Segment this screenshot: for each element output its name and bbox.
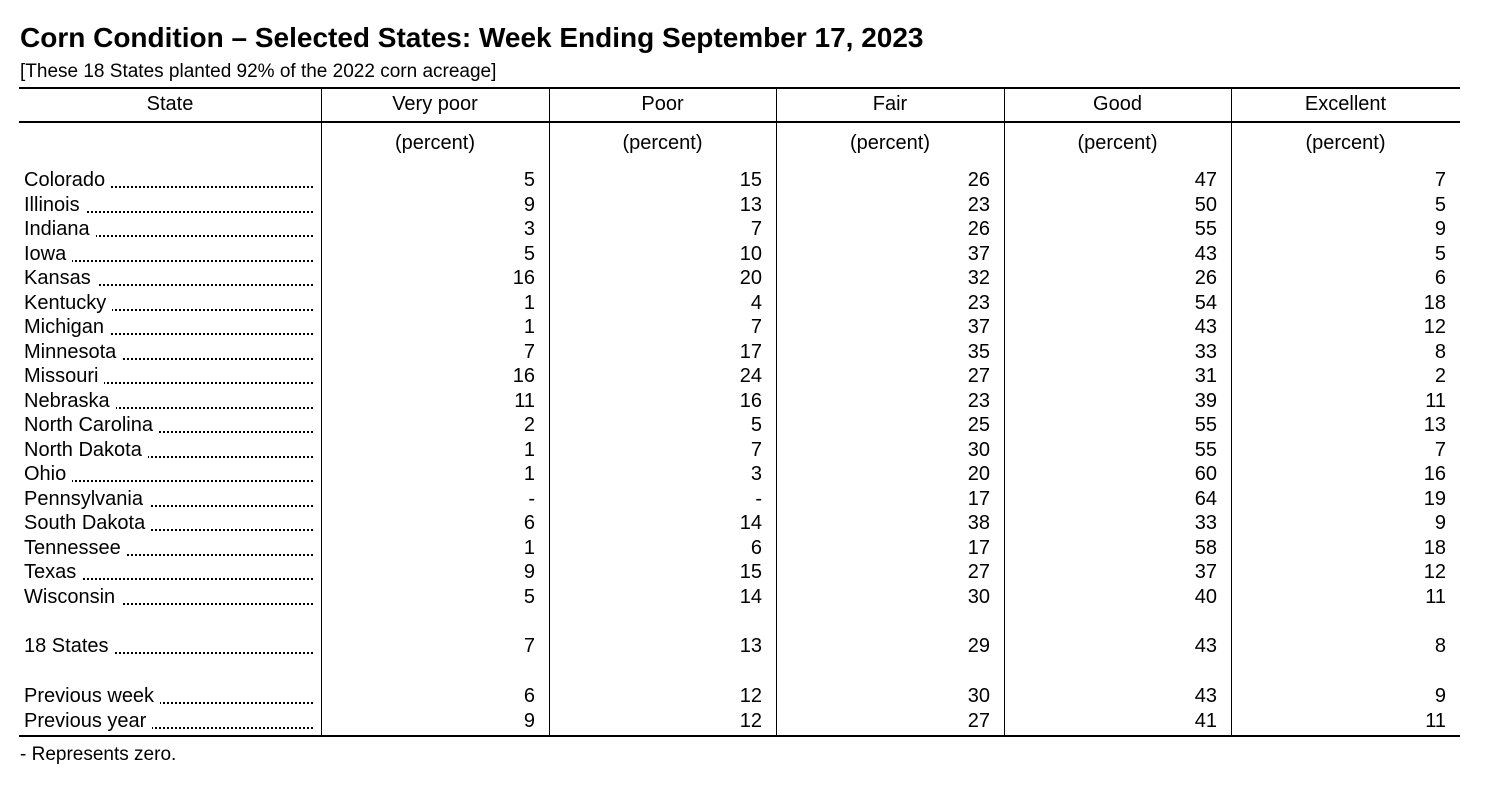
value-cell: 33 <box>1194 512 1217 534</box>
value-cell: 16 <box>739 389 762 412</box>
row-label <box>24 462 313 486</box>
table-subtitle: [These 18 States planted 92% of the 2022 corn acreage] <box>20 61 497 82</box>
value-cell: 7 <box>523 340 535 363</box>
value-cell: 43 <box>1194 316 1217 338</box>
state-name: Kentucky <box>24 292 112 314</box>
state-name: Indiana <box>24 218 96 240</box>
table-row <box>19 487 1460 511</box>
unit-label: (percent) <box>849 132 931 154</box>
value-cell: 7 <box>1434 169 1446 191</box>
value-cell: 20 <box>967 463 990 485</box>
value-cell: 27 <box>967 709 990 732</box>
value-cell: 60 <box>1194 463 1217 485</box>
value-cell: 29 <box>967 635 990 657</box>
state-name: Michigan <box>24 316 110 338</box>
row-label <box>24 511 313 535</box>
value-cell: 7 <box>523 635 535 657</box>
value-cell: 24 <box>739 365 762 387</box>
table-top-rule <box>19 87 1460 89</box>
value-cell: 50 <box>1194 193 1217 216</box>
state-name: North Carolina <box>24 414 159 436</box>
value-cell: 30 <box>967 685 990 707</box>
state-name: Previous week <box>24 685 160 707</box>
value-cell: 43 <box>1194 685 1217 707</box>
value-cell: 11 <box>1425 389 1446 412</box>
comparison-row <box>19 709 1460 733</box>
value-cell: 16 <box>512 365 535 387</box>
row-label <box>24 413 313 437</box>
value-cell: 27 <box>967 561 990 583</box>
value-cell: 12 <box>1423 561 1446 583</box>
value-cell: 12 <box>739 685 762 707</box>
comparison-row <box>19 684 1460 708</box>
row-label <box>24 487 313 511</box>
row-label <box>24 684 313 708</box>
value-cell: 41 <box>1194 709 1217 732</box>
value-cell: 1 <box>523 316 535 338</box>
value-cell: 31 <box>1194 365 1217 387</box>
state-name: Pennsylvania <box>24 488 149 510</box>
state-name: Illinois <box>24 194 86 216</box>
value-cell: 15 <box>739 169 762 191</box>
column-header-very-poor: Very poor <box>392 93 478 115</box>
value-cell: 20 <box>739 267 762 289</box>
value-cell: 2 <box>523 414 535 436</box>
value-cell: 40 <box>1194 585 1217 608</box>
value-cell: 9 <box>523 709 535 732</box>
value-cell: 1 <box>523 438 535 461</box>
unit-label: (percent) <box>1077 132 1158 154</box>
state-name: Iowa <box>24 243 72 265</box>
value-cell: - <box>755 487 762 510</box>
value-cell: 17 <box>739 340 762 363</box>
value-cell: 25 <box>967 414 990 436</box>
value-cell: 19 <box>1423 487 1446 510</box>
value-cell: 5 <box>1434 242 1446 265</box>
value-cell: 12 <box>1423 316 1446 338</box>
row-label <box>24 266 313 290</box>
value-cell: 9 <box>523 561 535 583</box>
value-cell: 30 <box>967 585 990 608</box>
value-cell: 15 <box>739 561 762 583</box>
value-cell: 6 <box>523 685 535 707</box>
value-cell: 4 <box>750 291 762 314</box>
value-cell: 47 <box>1194 169 1217 191</box>
value-cell: 10 <box>739 242 762 265</box>
state-name: Nebraska <box>24 390 116 412</box>
table-bottom-rule <box>19 735 1460 737</box>
unit-label: (percent) <box>1305 132 1386 154</box>
row-label <box>24 536 313 560</box>
value-cell: 8 <box>1434 635 1446 657</box>
row-label <box>24 315 313 339</box>
value-cell: 37 <box>967 316 990 338</box>
column-header-state: State <box>146 93 194 115</box>
value-cell: 5 <box>523 585 535 608</box>
value-cell: 3 <box>523 218 535 240</box>
value-cell: 3 <box>750 463 762 485</box>
value-cell: 32 <box>967 267 990 289</box>
table-row <box>19 413 1460 437</box>
state-name: Previous year <box>24 710 152 732</box>
column-header-good: Good <box>1093 93 1142 115</box>
value-cell: 5 <box>523 169 535 191</box>
column-header-poor: Poor <box>641 93 684 115</box>
value-cell: 7 <box>750 218 762 240</box>
state-name: Texas <box>24 561 82 583</box>
state-name: Kansas <box>24 267 97 289</box>
value-cell: 39 <box>1194 389 1217 412</box>
footnote: - Represents zero. <box>20 744 177 765</box>
row-label <box>24 634 313 658</box>
value-cell: 6 <box>1434 267 1446 289</box>
table-row <box>19 462 1460 486</box>
value-cell: 64 <box>1194 487 1217 510</box>
value-cell: 6 <box>750 536 762 559</box>
state-name: Colorado <box>24 169 111 191</box>
table-row <box>19 389 1460 413</box>
table-row <box>19 168 1460 192</box>
table-row <box>19 585 1460 609</box>
row-label <box>24 560 313 584</box>
value-cell: 23 <box>967 389 990 412</box>
value-cell: 30 <box>967 438 990 461</box>
table-row <box>19 291 1460 315</box>
table-row <box>19 511 1460 535</box>
value-cell: 7 <box>750 316 762 338</box>
value-cell: 26 <box>967 169 990 191</box>
state-name: 18 States <box>24 635 115 657</box>
column-header-excellent: Excellent <box>1304 93 1387 115</box>
value-cell: 37 <box>1194 561 1217 583</box>
value-cell: 18 <box>1423 536 1446 559</box>
value-cell: 18 <box>1423 291 1446 314</box>
value-cell: 26 <box>967 218 990 240</box>
table-row <box>19 193 1460 217</box>
value-cell: 17 <box>967 487 990 510</box>
table-row <box>19 560 1460 584</box>
value-cell: 1 <box>523 291 535 314</box>
value-cell: 16 <box>512 267 535 289</box>
table-row <box>19 536 1460 560</box>
value-cell: 54 <box>1194 291 1217 314</box>
state-name: Missouri <box>24 365 104 387</box>
value-cell: 33 <box>1194 340 1217 363</box>
table-row <box>19 266 1460 290</box>
value-cell: 14 <box>739 512 762 534</box>
value-cell: 1 <box>523 536 535 559</box>
value-cell: 5 <box>750 414 762 436</box>
value-cell: 9 <box>523 193 535 216</box>
value-cell: 23 <box>967 291 990 314</box>
value-cell: 11 <box>1425 585 1446 608</box>
state-name: Minnesota <box>24 341 122 363</box>
value-cell: 7 <box>750 438 762 461</box>
row-label <box>24 585 313 609</box>
value-cell: 7 <box>1434 438 1446 461</box>
state-name: North Dakota <box>24 439 148 461</box>
row-label <box>24 364 313 388</box>
column-header-fair: Fair <box>872 93 908 115</box>
value-cell: 43 <box>1194 635 1217 657</box>
unit-label: (percent) <box>394 132 476 154</box>
value-cell: 13 <box>1423 414 1446 436</box>
value-cell: 13 <box>739 635 762 657</box>
value-cell: 14 <box>739 585 762 608</box>
row-label <box>24 217 313 241</box>
table-row <box>19 340 1460 364</box>
value-cell: 38 <box>967 512 990 534</box>
state-name: Ohio <box>24 463 72 485</box>
value-cell: 27 <box>967 365 990 387</box>
row-label <box>24 168 313 192</box>
value-cell: 8 <box>1434 340 1446 363</box>
value-cell: 37 <box>967 242 990 265</box>
value-cell: 13 <box>739 193 762 216</box>
value-cell: 26 <box>1194 267 1217 289</box>
value-cell: - <box>528 487 535 510</box>
value-cell: 17 <box>967 536 990 559</box>
value-cell: 55 <box>1194 218 1217 240</box>
unit-label: (percent) <box>622 132 703 154</box>
total-row <box>19 634 1460 658</box>
value-cell: 16 <box>1423 463 1446 485</box>
value-cell: 23 <box>967 193 990 216</box>
value-cell: 2 <box>1434 365 1446 387</box>
value-cell: 35 <box>967 340 990 363</box>
value-cell: 55 <box>1194 438 1217 461</box>
table-row <box>19 217 1460 241</box>
value-cell: 9 <box>1434 685 1446 707</box>
state-name: Wisconsin <box>24 586 121 608</box>
value-cell: 5 <box>523 242 535 265</box>
value-cell: 9 <box>1434 218 1446 240</box>
row-label <box>24 389 313 413</box>
row-label <box>24 193 313 217</box>
table-row <box>19 242 1460 266</box>
row-label <box>24 340 313 364</box>
row-label <box>24 709 313 733</box>
state-name: South Dakota <box>24 512 151 534</box>
table-row <box>19 315 1460 339</box>
row-label <box>24 438 313 462</box>
value-cell: 11 <box>514 389 535 412</box>
value-cell: 55 <box>1194 414 1217 436</box>
state-name: Tennessee <box>24 537 127 559</box>
table-row <box>19 438 1460 462</box>
table-row <box>19 364 1460 388</box>
table-title: Corn Condition – Selected States: Week Ending September 17, 2023 <box>20 22 924 53</box>
value-cell: 12 <box>739 709 762 732</box>
row-label <box>24 242 313 266</box>
value-cell: 5 <box>1434 193 1446 216</box>
value-cell: 1 <box>523 463 535 485</box>
value-cell: 6 <box>523 512 535 534</box>
value-cell: 58 <box>1194 536 1217 559</box>
header-bottom-rule <box>19 121 1460 123</box>
row-label <box>24 291 313 315</box>
value-cell: 11 <box>1425 709 1446 732</box>
value-cell: 9 <box>1434 512 1446 534</box>
value-cell: 43 <box>1194 242 1217 265</box>
